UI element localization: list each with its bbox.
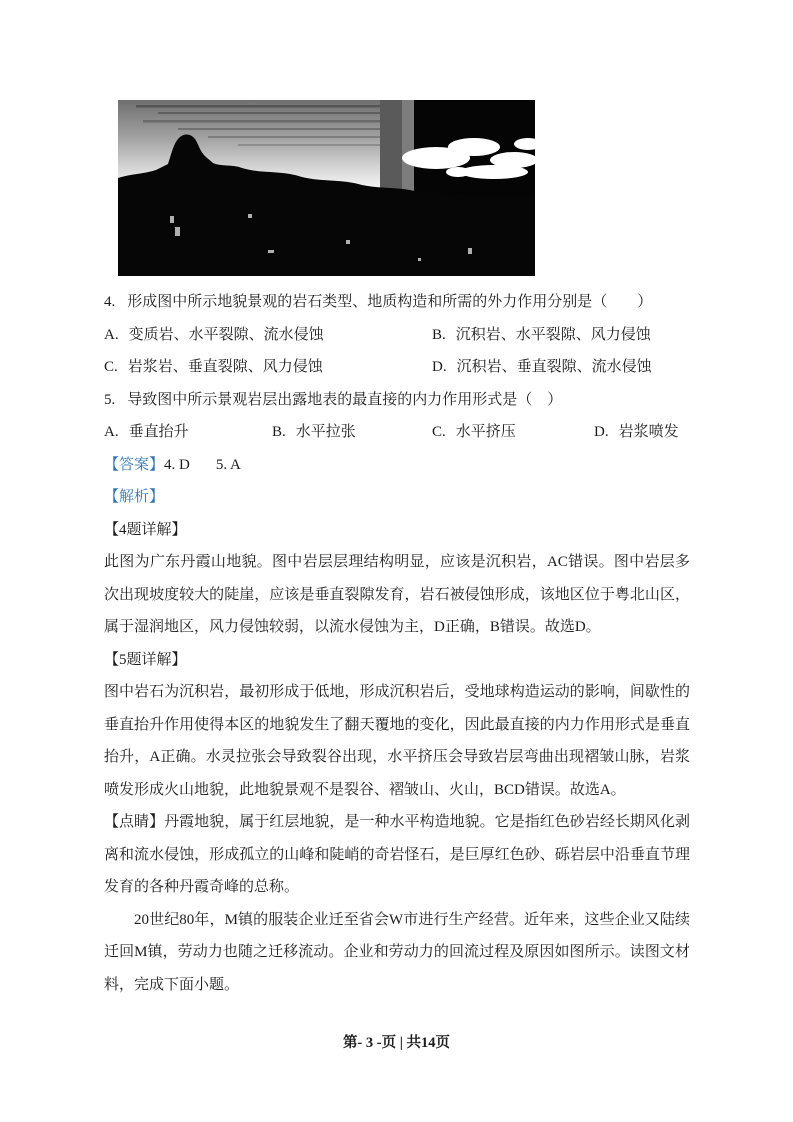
material-paragraph: 20世纪80年，M镇的服装企业迁至省会W市进行生产经营。近年来，这些企业又陆续迁回M镇，劳动力也随之迁移流动。企业和劳动力的回流过程及原因如图所示。读图文材料，完成下面小题。 — [104, 911, 690, 993]
option-a-label: A. — [104, 326, 119, 343]
option-d-label: D. — [594, 424, 609, 440]
option-b-label: B. — [272, 424, 286, 440]
question-4-option-d — [432, 351, 690, 384]
question-5-number: 5. — [104, 391, 116, 408]
tip-paragraph — [104, 806, 690, 904]
option-b-text: 水平拉张 — [295, 424, 356, 440]
question-4-option-b — [432, 319, 690, 352]
tip-body: 丹霞地貌，属于红层地貌，是一种水平构造地貌。它是指红色砂岩经长期风化剥离和流水侵蚀，形成孤立的山峰和陡峭的奇岩怪石，是巨厚红色砂、砾岩层中沿垂直节理发育的各种丹霞奇峰的总称。 — [104, 814, 690, 895]
answer-line — [104, 449, 690, 482]
answer-question-4: 4. D — [164, 456, 190, 473]
explanation-5-heading: 【5题详解】 — [104, 651, 187, 668]
option-c-text: 水平挤压 — [455, 424, 516, 440]
analysis-line — [104, 481, 690, 514]
option-d-label: D. — [432, 359, 447, 375]
option-b-text: 沉积岩、水平裂隙、风力侵蚀 — [455, 326, 651, 343]
option-c-text: 岩浆岩、垂直裂隙、风力侵蚀 — [127, 359, 323, 375]
explanation-4-body: 此图为广东丹霞山地貌。图中岩层层理结构明显，应该是沉积岩，AC错误。图中岩层多次出现坡度较大的陡崖，应该是垂直裂隙发育，岩石被侵蚀形成，该地区位于粤北山区，属于湿润地区，风力侵蚀较弱，以流水侵蚀为主，D正确，B错误。故选D。 — [104, 554, 690, 635]
question-5-text: 导致图中所示景观岩层出露地表的最直接的内力作用形式是（ ） — [127, 391, 563, 408]
question-5-option-c — [432, 416, 594, 449]
option-c-label: C. — [104, 359, 118, 375]
question-5-stem — [104, 384, 690, 417]
question-4-option-c — [104, 351, 432, 384]
danxia-landform-photo — [118, 100, 535, 276]
question-4-text: 形成图中所示地貌景观的岩石类型、地质构造和所需的外力作用分别是（ ） — [127, 294, 653, 310]
question-5-option-b — [272, 416, 432, 449]
option-d-text: 岩浆喷发 — [618, 424, 679, 440]
explanation-5-body: 图中岩石为沉积岩，最初形成于低地，形成沉积岩后，受地球构造运动的影响，间歇性的垂直抬升作用使得本区的地貌发生了翻天覆地的变化，因此最直接的内力作用形式是垂直抬升，A正确。水灵拉张会导致裂谷出现，水平挤压会导致岩层弯曲出现褶皱山脉，岩浆喷发形成火山地貌，此地貌景观不是裂谷、褶皱山、火山，BCD错误。故选A。 — [104, 684, 690, 798]
analysis-label: 【解析】 — [104, 489, 165, 505]
question-4-stem — [104, 286, 690, 319]
option-a-text: 垂直抬升 — [128, 424, 189, 440]
option-a-label: A. — [104, 424, 119, 440]
question-4-option-a — [104, 319, 432, 352]
danxia-photo-svg — [118, 100, 535, 276]
question-4-number: 4. — [104, 294, 116, 310]
tip-label: 【点睛】 — [104, 814, 165, 830]
option-a-text: 变质岩、水平裂隙、流水侵蚀 — [128, 326, 324, 343]
option-d-text: 沉积岩、垂直裂隙、流水侵蚀 — [456, 359, 652, 375]
option-b-label: B. — [432, 326, 446, 343]
answer-label: 【答案】 — [104, 456, 165, 473]
explanation-4-heading: 【4题详解】 — [104, 521, 187, 538]
question-5-option-a — [104, 416, 272, 449]
option-c-label: C. — [432, 424, 446, 440]
page-footer: 第- 3 -页 | 共14页 — [342, 1035, 451, 1051]
answer-question-5: 5. A — [215, 456, 241, 473]
question-5-options — [104, 416, 690, 449]
question-5-option-d — [594, 416, 690, 449]
exam-content — [104, 286, 690, 1001]
question-4-options — [104, 319, 690, 384]
